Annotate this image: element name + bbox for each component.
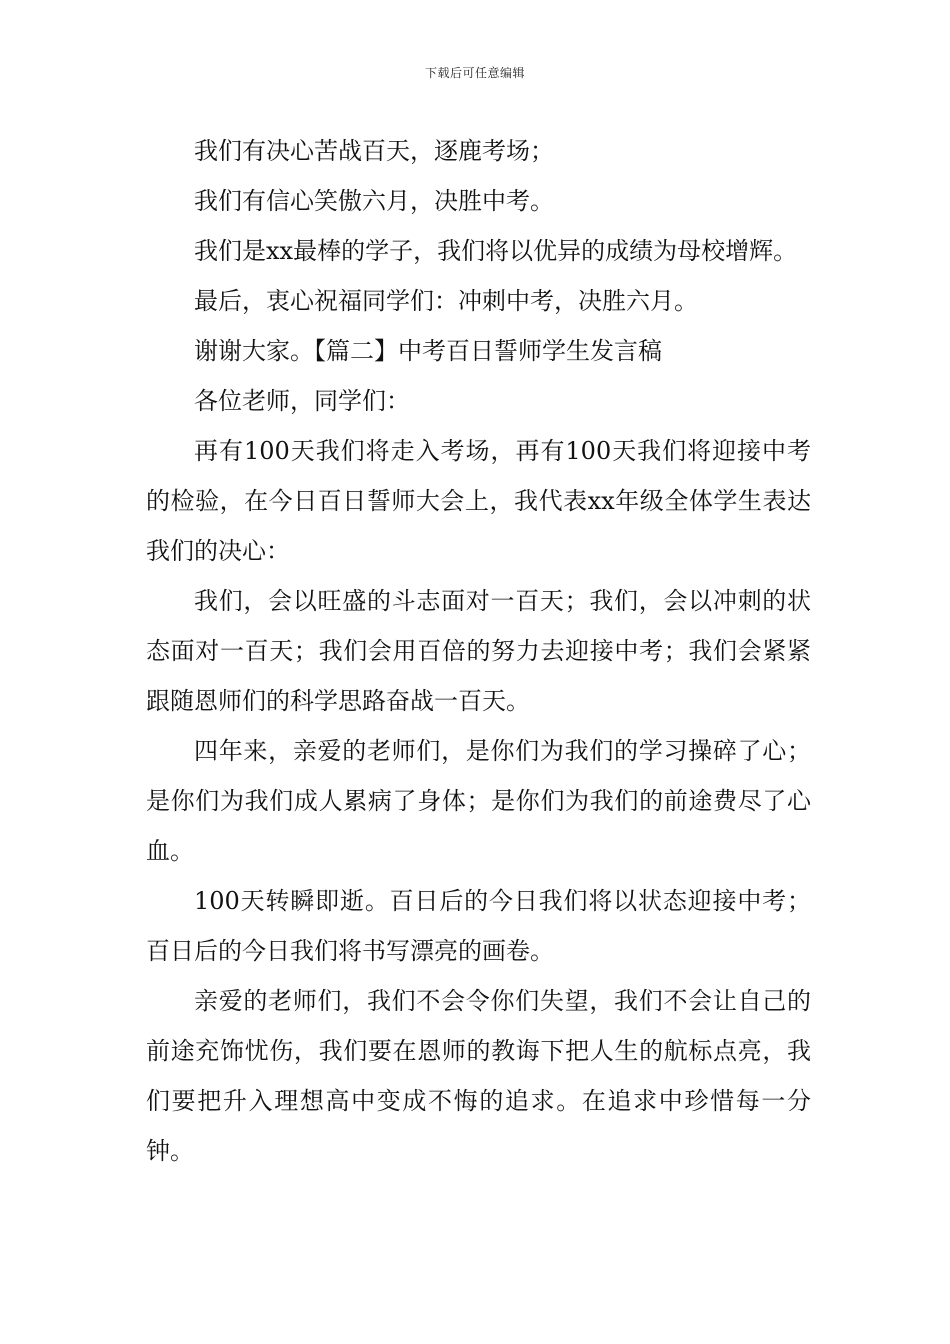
paragraph-5: 谢谢大家。【篇二】中考百日誓师学生发言稿 xyxy=(194,337,662,365)
document-body xyxy=(146,126,811,1176)
paragraph-1: 我们有决心苦战百天，逐鹿考场； xyxy=(194,137,554,165)
page-header-note: 下载后可任意编辑 xyxy=(424,66,525,80)
paragraph-11: 亲爱的老师们，我们不会令你们失望，我们不会让自己的前途充饰忧伤，我们要在恩师的教诲下把人生的航标点亮，我们要把升入理想高中变成不悔的追求。在追求中珍惜每一分钟。 xyxy=(146,987,811,1165)
paragraph-9: 四年来，亲爱的老师们，是你们为我们的学习操碎了心；是你们为我们成人累病了身体；是你们为我们的前途费尽了心血。 xyxy=(146,737,811,865)
paragraph-10: 100天转瞬即逝。百日后的今日我们将以状态迎接中考；百日后的今日我们将书写漂亮的画卷。 xyxy=(146,887,811,965)
paragraph-3: 我们是xx最棒的学子，我们将以优异的成绩为母校增辉。 xyxy=(194,237,798,265)
paragraph-4: 最后，衷心祝福同学们：冲刺中考，决胜六月。 xyxy=(194,287,698,315)
paragraph-7: 再有100天我们将走入考场，再有100天我们将迎接中考的检验，在今日百日誓师大会上，我代表xx年级全体学生表达我们的决心： xyxy=(146,437,811,565)
paragraph-2: 我们有信心笑傲六月，决胜中考。 xyxy=(194,187,554,215)
paragraph-8: 我们，会以旺盛的斗志面对一百天；我们，会以冲刺的状态面对一百天；我们会用百倍的努力去迎接中考；我们会紧紧跟随恩师们的科学思路奋战一百天。 xyxy=(146,587,811,715)
paragraph-6: 各位老师，同学们： xyxy=(194,387,410,415)
